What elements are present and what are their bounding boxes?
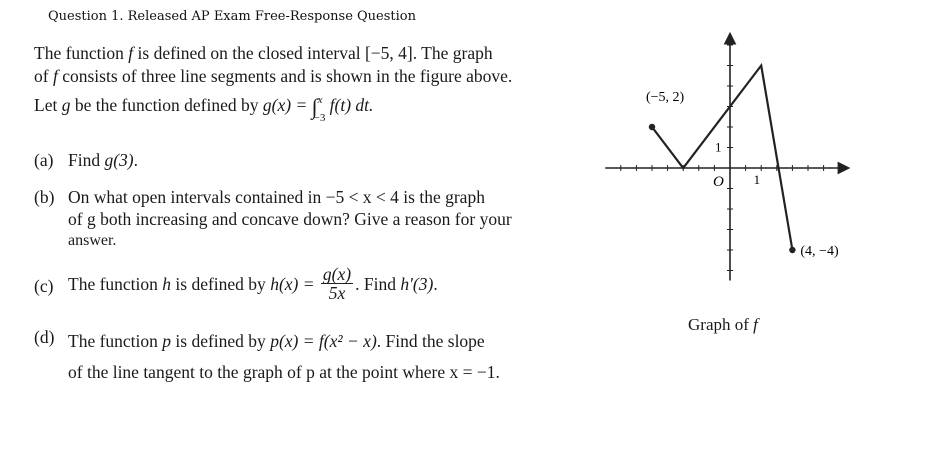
integral-sign: ∫ (311, 94, 318, 119)
intro-paragraph (34, 42, 513, 124)
question-header: Question 1. Released AP Exam Free-Response Question (48, 9, 417, 24)
part-a-label: (a) (34, 150, 54, 170)
part-b-label: (b) (34, 187, 55, 207)
part-b-text (68, 186, 512, 252)
intro-line-1: The function f is defined on the closed interval [−5, 4]. The graph (34, 43, 493, 63)
point-left-label: (−5, 2) (646, 90, 685, 105)
part-b-line-3: answer. (68, 232, 117, 249)
part-c-label: (c) (34, 276, 54, 296)
part-a-text: Find g(3). (68, 150, 139, 170)
endpoint-right-marker (789, 247, 795, 253)
part-b-line-2: of g both increasing and concave down? Give a reason for your (68, 209, 512, 229)
part-d-line-1: The function p is defined by p(x) = f(x² − x). Find the slope (68, 331, 485, 351)
endpoint-left-marker (649, 124, 655, 130)
point-right-label: (4, −4) (800, 244, 839, 259)
part-d-label: (d) (34, 327, 55, 347)
part-c-text: The function h is defined by h(x) = $\frac{g(x)}{5x}$ . Find h′(3). (68, 264, 438, 304)
intro-line-3: Let g be the function defined by g(x) = ∫ x −3 f(t) dt. (34, 93, 374, 124)
part-d-line-2: of the line tangent to the graph of p at the point where x = −1. (68, 362, 500, 382)
y-unit-label: 1 (715, 139, 722, 155)
axis-ticks (621, 45, 824, 271)
intro-line-2: of f consists of three line segments and is shown in the figure above. (34, 66, 513, 86)
graph-caption: Graph of f (688, 315, 758, 334)
integral-limits: x −3 (313, 93, 326, 124)
origin-label: O (713, 174, 724, 190)
part-d-text (68, 326, 500, 388)
part-b-line-1: On what open intervals contained in −5 < x < 4 is the graph (68, 187, 485, 207)
x-unit-label: 1 (753, 172, 761, 187)
graph-of-f (580, 36, 890, 286)
fraction: $\frac{g(x)}{5x}$ (322, 264, 352, 304)
